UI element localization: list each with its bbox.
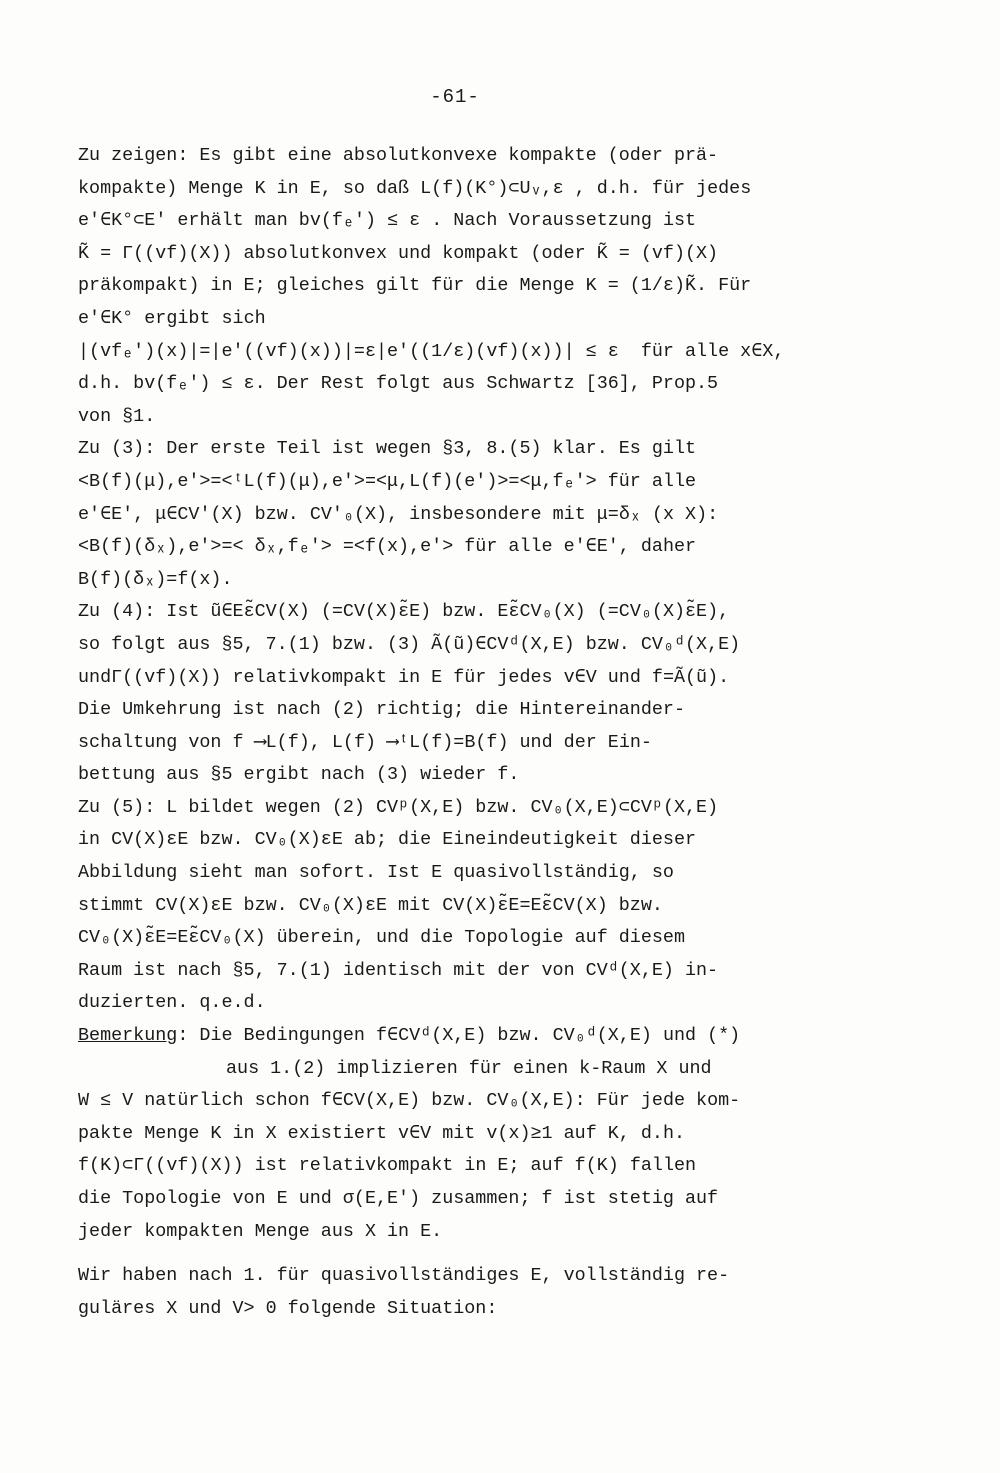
paragraph-part-5 xyxy=(78,792,938,1020)
text-line: Abbildung sieht man sofort. Ist E quasivollständig, so xyxy=(78,862,674,884)
text-line: stimmt CV(X)εE bzw. CV₀(X)εE mit CV(X)ε̃E=Eε̃CV(X) bzw. xyxy=(78,894,663,916)
text-line: Wir haben nach 1. für quasivollständiges E, vollständig re- xyxy=(78,1265,730,1287)
text-line: e'∈E', μ∈CV'(X) bzw. CV'₀(X), insbesondere mit μ=δₓ (x X): xyxy=(78,503,719,525)
text-line: B(f)(δₓ)=f(x). xyxy=(78,568,233,590)
text-line: präkompakt) in E; gleiches gilt für die Menge K = (1/ε)K̃. Für xyxy=(78,275,752,297)
text-line: <B(f)(μ),e'>=<ᵗL(f)(μ),e'>=<μ,L(f)(e')>=<μ,fₑ'> für alle xyxy=(78,470,697,492)
text-line: guläres X und V> 0 folgende Situation: xyxy=(78,1297,498,1319)
text-line: f(K)⊂Γ((vf)(X)) ist relativkompakt in E; auf f(K) fallen xyxy=(78,1155,697,1177)
text-line: pakte Menge K in X existiert v∈V mit v(x)≥1 auf K, d.h. xyxy=(78,1122,686,1144)
remark-block xyxy=(78,1020,938,1248)
text-line: e'∈K° ergibt sich xyxy=(78,307,266,329)
text-line: <B(f)(δₓ),e'>=< δₓ,fₑ'> =<f(x),e'> für alle e'∈E', daher xyxy=(78,536,697,558)
text-line: schaltung von f ⟶L(f), L(f) ⟶ᵗL(f)=B(f) und der Ein- xyxy=(78,731,652,753)
text-line: CV₀(X)ε̃E=Eε̃CV₀(X) überein, und die Topologie auf diesem xyxy=(78,927,685,949)
text-line: kompakte) Menge K in E, so daß L(f)(K°)⊂Uᵥ,ε , d.h. für jedes xyxy=(78,177,752,199)
remark-first-line xyxy=(78,1020,938,1053)
text-line: so folgt aus §5, 7.(1) bzw. (3) Ã(ũ)∈CVᵈ(X,E) bzw. CV₀ᵈ(X,E) xyxy=(78,633,741,655)
remark-label: Bemerkung xyxy=(78,1025,178,1047)
text-line: Zu zeigen: Es gibt eine absolutkonvexe kompakte (oder prä- xyxy=(78,145,719,166)
text-line: K̃ = Γ((vf)(X)) absolutkonvex und kompakt (oder K̃ = (vf)(X) xyxy=(78,242,719,264)
paragraph-gap xyxy=(78,1248,938,1260)
page-number: -61- xyxy=(430,86,480,108)
text-line: Die Umkehrung ist nach (2) richtig; die Hintereinander- xyxy=(78,699,685,721)
text-line: jeder kompakten Menge aus X in E. xyxy=(78,1220,443,1242)
text-line: duzierten. q.e.d. xyxy=(78,992,266,1014)
text-line: Zu (4): Ist ũ∈Eε̃CV(X) (=CV(X)ε̃E) bzw. Eε̃CV₀(X) (=CV₀(X)ε̃E), xyxy=(78,601,730,623)
paragraph-part-4 xyxy=(78,596,938,792)
text-line: W ≤ V natürlich schon f∈CV(X,E) bzw. CV₀(X,E): Für jede kom- xyxy=(78,1090,741,1112)
text-line: |(vfₑ')(x)|=|e'((vf)(x))|=ε|e'((1/ε)(vf)(x))| ≤ ε für alle x∈X, xyxy=(78,340,785,362)
paragraph-proof-claim xyxy=(78,140,938,433)
text-line: Zu (5): L bildet wegen (2) CVᵖ(X,E) bzw. CV₀(X,E)⊂CVᵖ(X,E) xyxy=(78,796,719,818)
remark-first-line-text: : Die Bedingungen f∈CVᵈ(X,E) bzw. CV₀ᵈ(X,E) und (*) xyxy=(177,1025,741,1047)
text-line: bettung aus §5 ergibt nach (3) wieder f. xyxy=(78,764,520,786)
text-line: e'∈K°⊂E' erhält man bv(fₑ') ≤ ε . Nach Voraussetzung ist xyxy=(78,210,697,232)
text-line: von §1. xyxy=(78,405,156,427)
text-line: die Topologie von E und σ(E,E') zusammen; f ist stetig auf xyxy=(78,1188,719,1209)
body-text xyxy=(78,140,938,1325)
text-line: in CV(X)εE bzw. CV₀(X)εE ab; die Eineindeutigkeit dieser xyxy=(78,829,697,851)
text-line: Zu (3): Der erste Teil ist wegen §3, 8.(5) klar. Es gilt xyxy=(78,438,697,460)
paragraph-closing xyxy=(78,1260,938,1325)
text-line: aus 1.(2) implizieren für einen k-Raum X und xyxy=(226,1057,712,1079)
text-line: d.h. bv(fₑ') ≤ ε. Der Rest folgt aus Schwartz [36], Prop.5 xyxy=(78,373,719,395)
text-line: undΓ((vf)(X)) relativkompakt in E für jedes v∈V und f=Ã(ũ). xyxy=(78,666,730,688)
paragraph-part-3 xyxy=(78,433,938,596)
text-line: Raum ist nach §5, 7.(1) identisch mit der von CVᵈ(X,E) in- xyxy=(78,959,719,981)
